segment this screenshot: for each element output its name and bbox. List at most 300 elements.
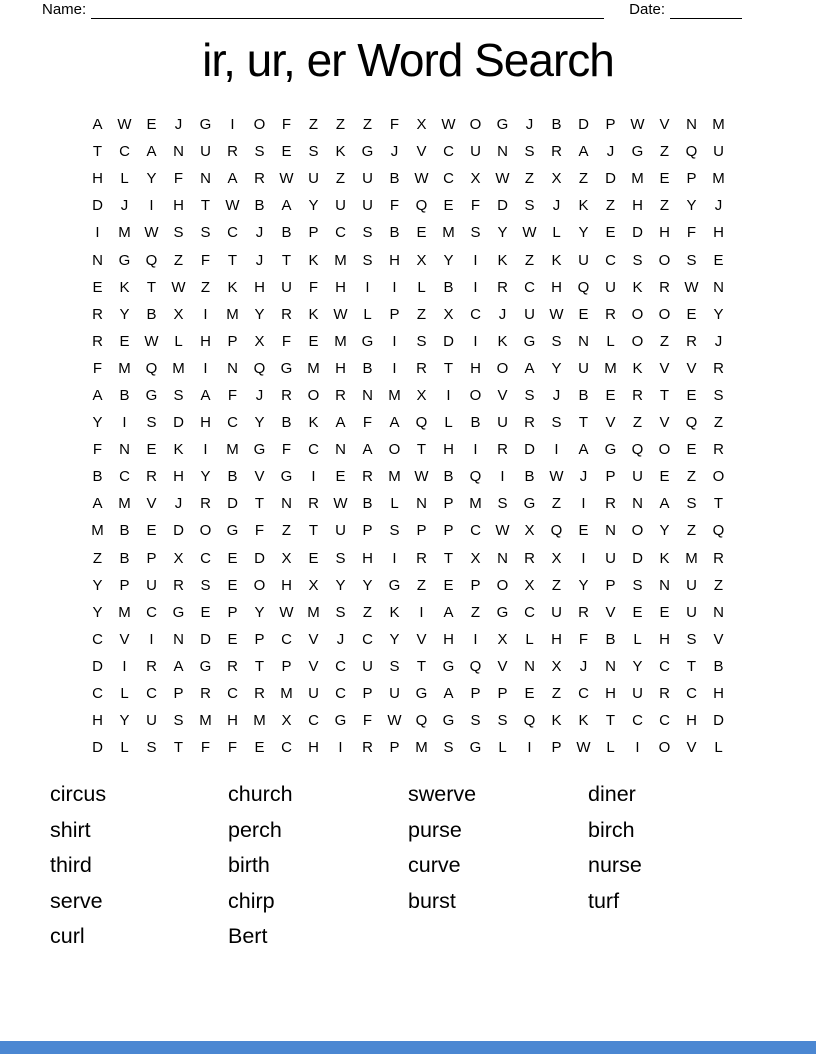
grid-letter: D <box>173 522 184 540</box>
grid-letter: X <box>524 576 535 594</box>
grid-letter: Y <box>632 657 643 675</box>
grid-letter: U <box>578 251 589 269</box>
grid-letter: N <box>362 386 373 404</box>
grid-letter: L <box>363 305 372 323</box>
grid-letter: Q <box>631 441 644 459</box>
grid-letter: Y <box>92 414 103 432</box>
grid-letter: E <box>146 116 157 134</box>
grid-letter: A <box>578 441 589 459</box>
grid-letter: D <box>92 657 103 675</box>
word-item: circus <box>50 782 107 806</box>
grid-letter: Z <box>659 143 670 161</box>
grid-letter: K <box>632 359 643 377</box>
grid-letter: Q <box>577 278 590 296</box>
word-list-column <box>50 777 228 955</box>
grid-letter: Z <box>551 495 562 513</box>
grid-letter: M <box>631 170 644 188</box>
grid-letter: Z <box>200 278 211 296</box>
grid-letter: I <box>203 441 208 459</box>
grid-letter: B <box>119 386 130 404</box>
grid-letter: J <box>552 197 561 215</box>
grid-letter: A <box>389 414 400 432</box>
grid-letter: D <box>605 170 616 188</box>
grid-letter: P <box>308 224 319 242</box>
grid-letter: S <box>362 224 373 242</box>
grid-letter: W <box>279 603 294 621</box>
grid-letter: P <box>173 685 184 703</box>
grid-letter: X <box>254 332 265 350</box>
word-item: burst <box>408 888 456 913</box>
grid-letter: S <box>200 576 211 594</box>
grid-letter: F <box>389 116 400 134</box>
grid-letter: R <box>659 685 670 703</box>
grid-letter: W <box>117 116 132 134</box>
grid-letter: H <box>551 278 562 296</box>
grid-letter: I <box>122 414 127 432</box>
grid-letter: F <box>92 441 103 459</box>
grid-letter: B <box>605 630 616 648</box>
grid-letter: R <box>497 441 508 459</box>
grid-letter: Q <box>253 359 266 377</box>
grid-letter: L <box>417 278 426 296</box>
grid-letter: C <box>227 685 238 703</box>
grid-letter: O <box>631 522 644 540</box>
grid-letter: U <box>470 143 481 161</box>
grid-letter: J <box>714 197 723 215</box>
grid-letter: Z <box>713 414 724 432</box>
grid-letter: H <box>92 712 103 730</box>
grid-letter: U <box>578 359 589 377</box>
grid-letter: K <box>578 197 589 215</box>
grid-letter: U <box>308 685 319 703</box>
grid-letter: C <box>443 143 454 161</box>
grid-letter: A <box>443 603 454 621</box>
grid-letter: I <box>122 657 127 675</box>
grid-letter: E <box>578 522 589 540</box>
grid-letter: A <box>146 143 157 161</box>
grid-letter: N <box>173 630 184 648</box>
grid-letter: V <box>713 630 724 648</box>
grid-letter: L <box>552 224 561 242</box>
grid-letter: Z <box>92 549 103 567</box>
grid-letter: M <box>253 712 266 730</box>
grid-letter: G <box>631 143 644 161</box>
grid-letter: I <box>392 332 397 350</box>
grid-letter: Z <box>416 576 427 594</box>
grid-letter: F <box>281 441 292 459</box>
grid-letter: E <box>578 305 589 323</box>
grid-letter: X <box>308 576 319 594</box>
grid-letter: L <box>174 332 183 350</box>
grid-letter: M <box>118 224 131 242</box>
grid-letter: L <box>714 739 723 757</box>
grid-letter: M <box>280 685 293 703</box>
grid-letter: N <box>497 143 508 161</box>
grid-letter: I <box>473 332 478 350</box>
grid-letter: C <box>308 441 319 459</box>
grid-letter: H <box>200 332 211 350</box>
grid-letter: T <box>443 549 454 567</box>
grid-letter: I <box>473 251 478 269</box>
grid-letter: N <box>686 116 697 134</box>
grid-letter: U <box>335 522 346 540</box>
grid-letter: P <box>470 685 481 703</box>
grid-letter: Q <box>469 468 482 486</box>
grid-letter: Z <box>362 116 373 134</box>
grid-letter: U <box>362 170 373 188</box>
grid-letter: L <box>120 739 129 757</box>
grid-letter: X <box>551 170 562 188</box>
grid-letter: C <box>335 224 346 242</box>
word-item: birth <box>228 853 270 878</box>
grid-letter: D <box>200 630 211 648</box>
grid-letter: H <box>254 278 265 296</box>
grid-letter: K <box>632 278 643 296</box>
grid-letter: S <box>524 386 535 404</box>
grid-letter: G <box>145 386 158 404</box>
grid-letter: P <box>470 576 481 594</box>
grid-letter: C <box>659 657 670 675</box>
grid-letter: P <box>551 739 562 757</box>
grid-letter: U <box>551 603 562 621</box>
grid-letter: R <box>713 359 724 377</box>
grid-letter: W <box>522 224 537 242</box>
grid-letter: N <box>605 522 616 540</box>
grid-letter: B <box>227 468 238 486</box>
grid-letter: I <box>338 739 343 757</box>
grid-letter: O <box>631 332 644 350</box>
grid-letter: Q <box>145 359 158 377</box>
grid-letter: A <box>92 495 103 513</box>
grid-letter: U <box>335 197 346 215</box>
grid-letter: Y <box>308 197 319 215</box>
word-item: shirt <box>50 817 91 842</box>
grid-letter: W <box>171 278 186 296</box>
grid-letter: S <box>173 386 184 404</box>
grid-letter: E <box>227 630 238 648</box>
grid-letter: G <box>415 685 428 703</box>
grid-letter: B <box>443 468 454 486</box>
grid-letter: C <box>281 630 292 648</box>
grid-letter: D <box>254 549 265 567</box>
grid-letter: Y <box>551 359 562 377</box>
grid-letter: Z <box>551 576 562 594</box>
grid-letter: H <box>632 197 643 215</box>
grid-letter: R <box>92 332 103 350</box>
grid-letter: G <box>172 603 185 621</box>
grid-letter: R <box>146 657 157 675</box>
grid-letter: D <box>578 116 589 134</box>
grid-letter: U <box>632 468 643 486</box>
grid-letter: O <box>658 305 671 323</box>
grid-letter: M <box>469 495 482 513</box>
grid-letter: M <box>307 359 320 377</box>
grid-letter: M <box>199 712 212 730</box>
grid-letter: E <box>254 739 265 757</box>
grid-letter: I <box>473 441 478 459</box>
grid-letter: P <box>281 657 292 675</box>
grid-letter: O <box>388 441 401 459</box>
grid-letter: U <box>686 603 697 621</box>
grid-letter: E <box>524 685 535 703</box>
grid-letter: D <box>92 197 103 215</box>
grid-letter: S <box>146 739 157 757</box>
grid-letter: S <box>551 332 562 350</box>
grid-letter: J <box>255 386 264 404</box>
grid-letter: M <box>604 359 617 377</box>
grid-letter: V <box>605 414 616 432</box>
word-item: third <box>50 853 92 878</box>
grid-letter: Y <box>254 305 265 323</box>
word-item: serve <box>50 888 103 913</box>
grid-letter: F <box>308 278 319 296</box>
grid-letter: P <box>227 603 238 621</box>
grid-letter: H <box>713 685 724 703</box>
grid-letter: F <box>227 739 238 757</box>
grid-letter: T <box>92 143 103 161</box>
grid-letter: N <box>497 549 508 567</box>
name-blank-line <box>91 1 604 19</box>
grid-letter: R <box>254 170 265 188</box>
grid-letter: F <box>281 332 292 350</box>
grid-letter: J <box>552 386 561 404</box>
grid-letter: Z <box>524 170 535 188</box>
grid-letter: T <box>200 197 211 215</box>
grid-letter: F <box>92 359 103 377</box>
grid-letter: Q <box>469 657 482 675</box>
grid-letter: N <box>578 332 589 350</box>
grid-letter: R <box>227 657 238 675</box>
grid-letter: G <box>442 712 455 730</box>
grid-letter: A <box>227 170 238 188</box>
grid-letter: Z <box>632 414 643 432</box>
grid-letter: E <box>686 305 697 323</box>
grid-letter: S <box>308 143 319 161</box>
grid-letter: X <box>173 305 184 323</box>
grid-letter: W <box>495 170 510 188</box>
grid-letter: R <box>605 305 616 323</box>
grid-letter: W <box>495 522 510 540</box>
grid-letter: C <box>524 278 535 296</box>
grid-letter: N <box>92 251 103 269</box>
grid-letter: U <box>632 685 643 703</box>
grid-letter: L <box>606 332 615 350</box>
date-label: Date: <box>629 1 665 18</box>
grid-letter: U <box>605 278 616 296</box>
grid-letter: L <box>444 414 453 432</box>
grid-letter: C <box>281 739 292 757</box>
grid-letter: R <box>146 468 157 486</box>
grid-letter: X <box>443 305 454 323</box>
grid-letter: X <box>551 657 562 675</box>
grid-letter: Q <box>550 522 563 540</box>
grid-letter: M <box>442 224 455 242</box>
grid-letter: X <box>416 251 427 269</box>
grid-letter: N <box>119 441 130 459</box>
grid-letter: Q <box>145 251 158 269</box>
grid-letter: C <box>92 685 103 703</box>
grid-letter: I <box>392 549 397 567</box>
grid-letter: R <box>92 305 103 323</box>
grid-letter: C <box>335 657 346 675</box>
grid-letter: F <box>389 197 400 215</box>
grid-letter: I <box>95 224 100 242</box>
grid-letter: E <box>281 143 292 161</box>
grid-letter: E <box>659 170 670 188</box>
grid-letter: F <box>578 630 589 648</box>
grid-letter: O <box>658 251 671 269</box>
grid-letter: K <box>308 251 319 269</box>
grid-letter: H <box>659 224 670 242</box>
grid-letter: B <box>119 549 130 567</box>
grid-letter: T <box>308 522 319 540</box>
grid-letter: A <box>443 685 454 703</box>
grid-letter: Z <box>686 522 697 540</box>
grid-letter: I <box>149 630 154 648</box>
grid-letter: U <box>605 549 616 567</box>
grid-letter: E <box>92 278 103 296</box>
grid-letter: C <box>146 685 157 703</box>
grid-letter: B <box>281 414 292 432</box>
grid-letter: N <box>416 495 427 513</box>
grid-letter: S <box>497 712 508 730</box>
grid-letter: E <box>308 549 319 567</box>
grid-letter: W <box>684 278 699 296</box>
grid-letter: K <box>497 251 508 269</box>
grid-letter: P <box>416 522 427 540</box>
grid-letter: Y <box>254 414 265 432</box>
grid-letter: L <box>120 170 129 188</box>
grid-letter: E <box>686 386 697 404</box>
grid-letter: E <box>443 576 454 594</box>
grid-letter: K <box>227 278 238 296</box>
grid-letter: I <box>446 386 451 404</box>
grid-letter: M <box>712 170 725 188</box>
grid-letter: C <box>119 143 130 161</box>
grid-letter: I <box>230 116 235 134</box>
grid-letter: J <box>606 143 615 161</box>
grid-letter: B <box>578 386 589 404</box>
grid-letter: C <box>443 170 454 188</box>
grid-letter: J <box>498 305 507 323</box>
grid-letter: Z <box>173 251 184 269</box>
grid-letter: E <box>605 386 616 404</box>
grid-letter: G <box>280 468 293 486</box>
grid-letter: Z <box>659 197 670 215</box>
grid-letter: V <box>146 495 157 513</box>
grid-letter: Y <box>389 630 400 648</box>
grid-letter: K <box>173 441 184 459</box>
grid-letter: V <box>254 468 265 486</box>
grid-letter: P <box>146 549 157 567</box>
grid-letter: P <box>605 576 616 594</box>
word-item: swerve <box>408 782 477 806</box>
grid-letter: W <box>576 739 591 757</box>
grid-letter: C <box>470 305 481 323</box>
grid-letter: K <box>335 143 346 161</box>
word-item: curl <box>50 924 85 949</box>
grid-letter: S <box>335 603 346 621</box>
grid-letter: T <box>713 495 724 513</box>
grid-letter: I <box>554 441 559 459</box>
grid-letter: Y <box>659 522 670 540</box>
grid-letter: G <box>199 657 212 675</box>
grid-letter: R <box>173 576 184 594</box>
grid-letter: R <box>524 414 535 432</box>
grid-letter: Z <box>335 170 346 188</box>
grid-letter: Z <box>470 603 481 621</box>
grid-letter: S <box>497 495 508 513</box>
grid-letter: A <box>362 441 373 459</box>
grid-letter: Z <box>362 603 373 621</box>
grid-letter: D <box>443 332 454 350</box>
grid-letter: K <box>308 305 319 323</box>
grid-letter: E <box>146 441 157 459</box>
grid-letter: S <box>713 386 724 404</box>
word-list-column <box>228 777 408 955</box>
grid-letter: R <box>632 386 643 404</box>
grid-letter: S <box>146 414 157 432</box>
grid-letter: O <box>496 576 509 594</box>
grid-letter: C <box>524 603 535 621</box>
grid-letter: P <box>362 685 373 703</box>
grid-letter: N <box>281 495 292 513</box>
grid-letter: X <box>497 630 508 648</box>
grid-letter: C <box>659 712 670 730</box>
grid-letter: M <box>415 739 428 757</box>
grid-letter: J <box>525 116 534 134</box>
word-item: birch <box>588 817 635 842</box>
grid-letter: L <box>633 630 642 648</box>
grid-letter: H <box>308 739 319 757</box>
word-item: chirp <box>228 888 275 913</box>
grid-letter: C <box>227 224 238 242</box>
grid-letter: B <box>362 495 373 513</box>
word-item: nurse <box>588 853 642 878</box>
grid-letter: Q <box>685 143 698 161</box>
grid-letter: O <box>199 522 212 540</box>
grid-letter: T <box>254 657 265 675</box>
grid-letter: U <box>200 143 211 161</box>
grid-letter: Y <box>146 170 157 188</box>
grid-letter: T <box>416 657 427 675</box>
grid-letter: B <box>92 468 103 486</box>
grid-letter: I <box>392 359 397 377</box>
grid-letter: T <box>146 278 157 296</box>
grid-letter: B <box>362 359 373 377</box>
grid-letter: F <box>470 197 481 215</box>
grid-letter: X <box>416 116 427 134</box>
grid-letter: E <box>632 603 643 621</box>
grid-letter: T <box>254 495 265 513</box>
grid-letter: S <box>389 657 400 675</box>
grid-letter: O <box>307 386 320 404</box>
grid-letter: J <box>255 224 264 242</box>
grid-letter: N <box>200 170 211 188</box>
grid-letter: X <box>524 522 535 540</box>
grid-letter: G <box>469 739 482 757</box>
grid-letter: A <box>92 116 103 134</box>
grid-letter: L <box>606 739 615 757</box>
grid-letter: X <box>281 549 292 567</box>
grid-letter: C <box>146 603 157 621</box>
grid-letter: F <box>362 414 373 432</box>
grid-letter: W <box>144 224 159 242</box>
grid-letter: E <box>605 224 616 242</box>
grid-letter: M <box>226 441 239 459</box>
grid-letter: C <box>227 414 238 432</box>
grid-letter: U <box>524 305 535 323</box>
